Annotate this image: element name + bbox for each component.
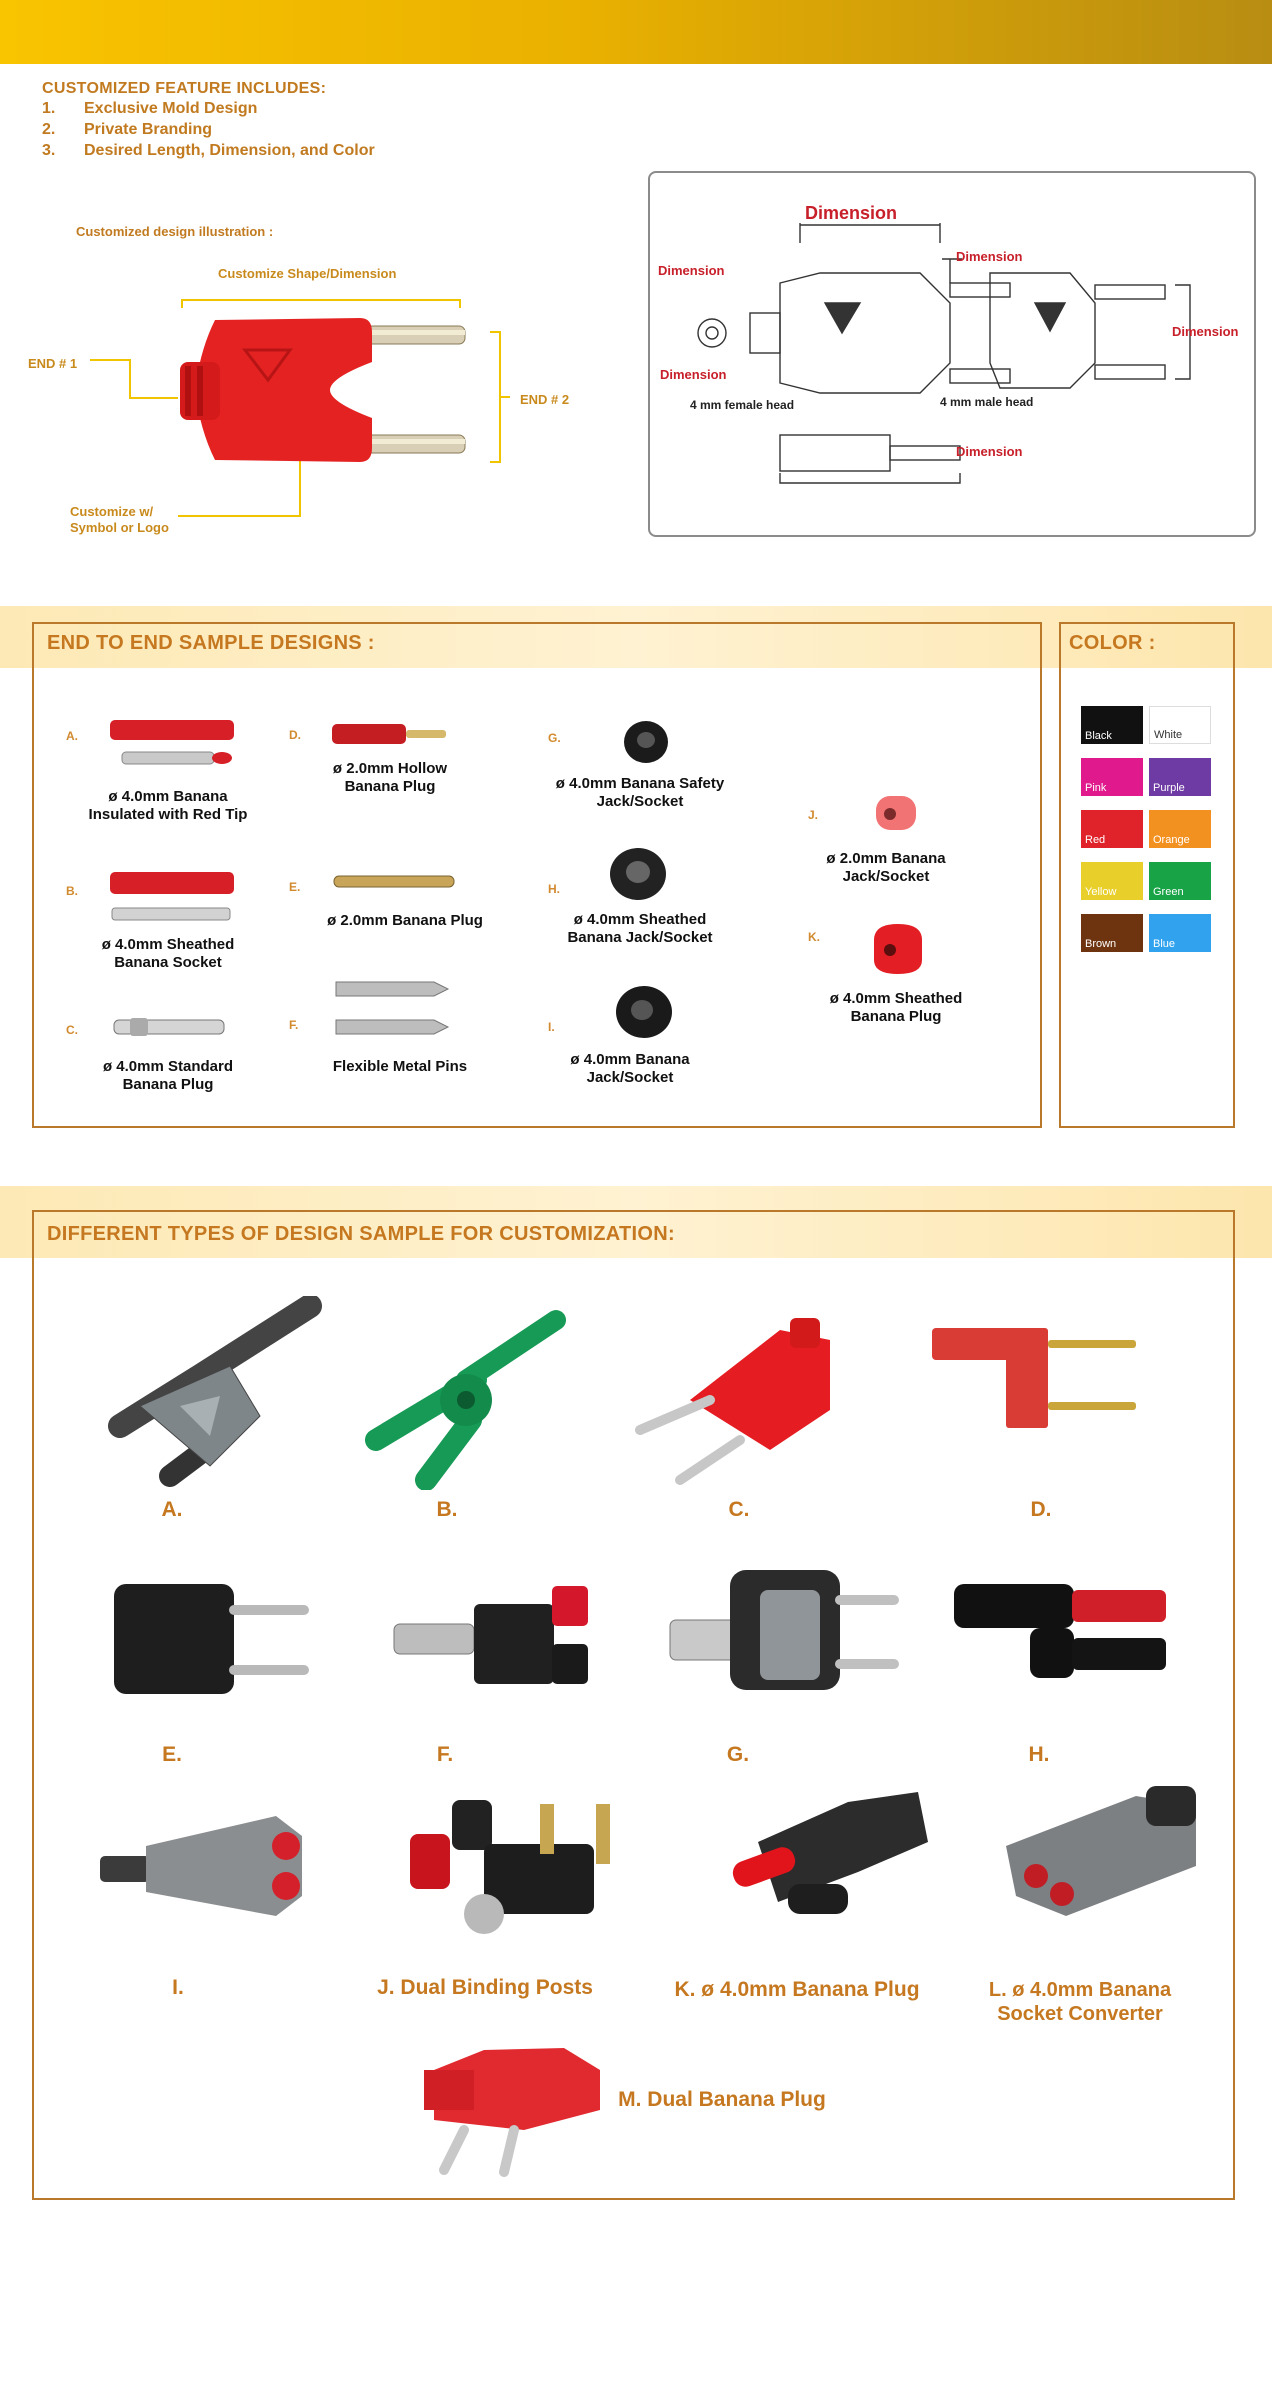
dimension-label: Dimension (956, 444, 1023, 459)
product-caption: Flexible Metal Pins (332, 1058, 468, 1075)
illustration-caption: Customized design illustration : (76, 224, 274, 239)
sample-image-l (996, 1776, 1214, 1926)
feature-item: 1. Exclusive Mold Design (42, 100, 258, 117)
color-swatch-label: Green (1153, 886, 1184, 898)
color-swatch-label: Orange (1153, 834, 1190, 846)
product-caption: ø 4.0mm Banana Insulated with Red Tip (88, 788, 248, 823)
product-caption: ø 2.0mm Hollow Banana Plug (332, 760, 448, 795)
sample-image-f (384, 1574, 608, 1704)
color-swatch-label: Blue (1153, 938, 1176, 950)
item-letter: A. (66, 729, 78, 743)
sample-label: I. (172, 1976, 184, 1999)
sample-image-i (96, 1806, 310, 1926)
sample-image-j (400, 1784, 632, 1944)
sample-label: L. ø 4.0mm Banana Socket Converter (988, 1979, 1172, 2025)
sample-image-m (404, 2040, 608, 2180)
item-letter: G. (548, 731, 561, 745)
sample-image-e (104, 1574, 314, 1706)
product-image (612, 984, 676, 1040)
product-image (606, 846, 670, 902)
dimension-label: Dimension (1172, 324, 1239, 339)
color-swatch-label: Brown (1085, 938, 1117, 950)
color-swatch-yellow (1081, 862, 1143, 900)
item-letter: B. (66, 884, 78, 898)
feature-item: 3. Desired Length, Dimension, and Color (42, 142, 375, 159)
color-swatch-label: Yellow (1085, 886, 1117, 898)
item-letter: H. (548, 882, 560, 896)
product-caption: ø 4.0mm Standard Banana Plug (102, 1058, 234, 1093)
product-image (330, 720, 450, 748)
sample-image-g (660, 1560, 904, 1706)
sample-label: M. Dual Banana Plug (618, 2088, 826, 2111)
sample-image-a (60, 1296, 324, 1496)
sample-image-b (356, 1300, 596, 1490)
female-head-label: 4 mm female head (690, 398, 795, 412)
dimension-label: Dimension (805, 203, 898, 223)
dimension-label: Dimension (658, 263, 725, 278)
item-letter: C. (66, 1023, 78, 1037)
sample-label: G. (726, 1743, 750, 1766)
sample-label: K. ø 4.0mm Banana Plug (674, 1978, 920, 2001)
product-caption: ø 4.0mm Sheathed Banana Socket (101, 936, 235, 971)
sample-image-d (926, 1318, 1146, 1438)
product-caption: ø 2.0mm Banana Jack/Socket (826, 850, 946, 885)
sample-label: F. (436, 1743, 454, 1766)
logo-label-line1: Customize w/ (70, 504, 154, 519)
item-letter: D. (289, 728, 301, 742)
product-caption: ø 4.0mm Banana Safety Jack/Socket (555, 775, 725, 810)
color-swatch-black (1081, 706, 1143, 744)
product-caption: ø 2.0mm Banana Plug (327, 912, 483, 929)
color-swatch-label: Pink (1085, 782, 1107, 794)
end1-label: END # 1 (28, 356, 78, 371)
dimension-drawing (650, 173, 1254, 535)
color-swatch-pink (1081, 758, 1143, 796)
color-title: COLOR : (1069, 632, 1156, 654)
logo-label-line2: Symbol or Logo (70, 520, 169, 535)
dimension-label: Dimension (660, 367, 727, 382)
design-samples-title: DIFFERENT TYPES OF DESIGN SAMPLE FOR CUSTOMIZATION: (47, 1223, 675, 1245)
product-image (108, 716, 238, 772)
sample-label: D. (1030, 1498, 1052, 1521)
dimension-label: Dimension (956, 249, 1023, 264)
sample-image-c (630, 1300, 850, 1490)
product-image (108, 868, 238, 928)
product-caption: ø 4.0mm Sheathed Banana Jack/Socket (567, 911, 713, 946)
end-to-end-title: END TO END SAMPLE DESIGNS : (47, 632, 375, 654)
item-letter: I. (548, 1020, 555, 1034)
product-image (868, 920, 928, 976)
male-head-label: 4 mm male head (940, 395, 1034, 409)
color-swatch-red (1081, 810, 1143, 848)
color-swatch-orange (1149, 810, 1211, 848)
sample-label: C. (728, 1498, 750, 1521)
sample-image-h (950, 1574, 1170, 1684)
sample-label: J. Dual Binding Posts (377, 1976, 593, 1999)
shape-dimension-label: Customize Shape/Dimension (218, 266, 397, 281)
features-title: CUSTOMIZED FEATURE INCLUDES: (42, 80, 327, 97)
item-letter: E. (289, 880, 301, 894)
color-swatch-label: Purple (1153, 782, 1185, 794)
color-swatch-blue (1149, 914, 1211, 952)
sample-label: A. (161, 1498, 183, 1521)
sample-label: B. (436, 1498, 458, 1521)
product-caption: ø 4.0mm Sheathed Banana Plug (829, 990, 963, 1025)
color-swatch-label: Red (1085, 834, 1106, 846)
item-letter: F. (289, 1018, 299, 1032)
color-swatch-white (1149, 706, 1211, 744)
color-swatch-label: White (1154, 729, 1183, 741)
end2-label: END # 2 (520, 392, 570, 407)
color-swatch-purple (1149, 758, 1211, 796)
dimension-drawing-box (648, 171, 1256, 537)
color-swatch-label: Black (1085, 730, 1112, 742)
product-image (872, 792, 922, 834)
product-image (620, 716, 672, 766)
color-swatch-brown (1081, 914, 1143, 952)
sample-label: E. (162, 1743, 182, 1766)
sample-label: H. (1028, 1743, 1050, 1766)
top-banner (0, 0, 1272, 64)
custom-plug-illustration (0, 280, 640, 540)
product-image (330, 870, 460, 894)
item-letter: K. (808, 930, 820, 944)
sample-image-k (718, 1772, 940, 1932)
feature-item: 2. Private Branding (42, 121, 213, 138)
product-image (334, 976, 454, 1042)
product-caption: ø 4.0mm Banana Jack/Socket (570, 1051, 690, 1086)
color-swatch-green (1149, 862, 1211, 900)
product-image (110, 1014, 230, 1042)
item-letter: J. (808, 808, 819, 822)
